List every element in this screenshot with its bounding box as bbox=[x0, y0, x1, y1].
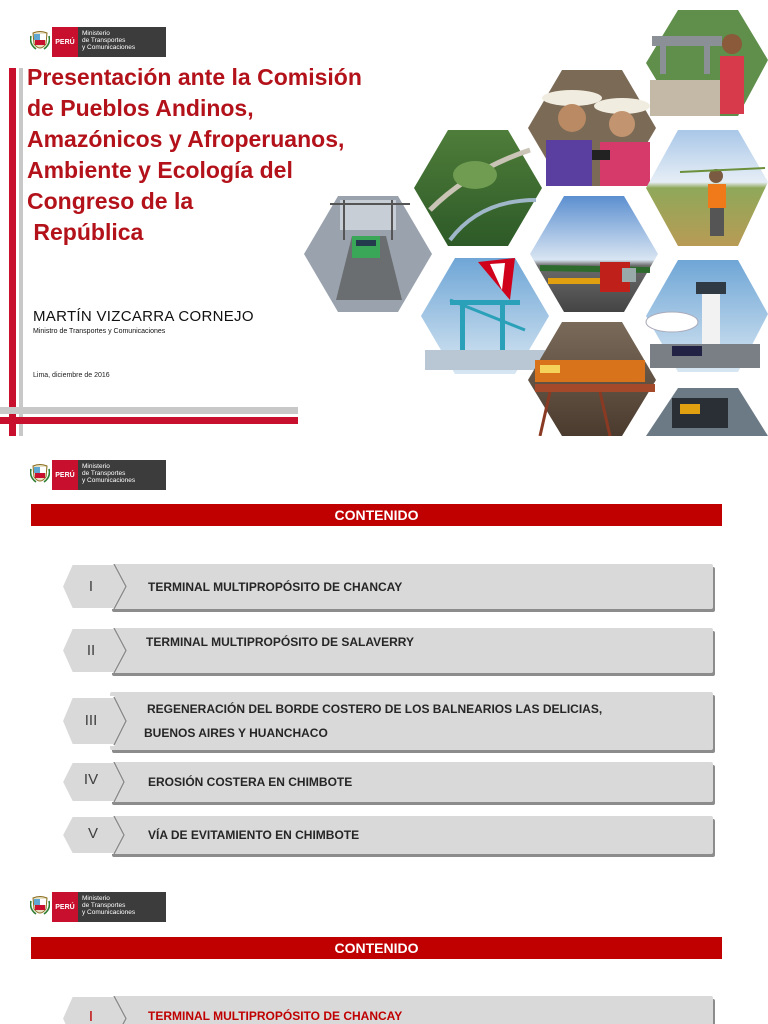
photo-construction bbox=[646, 388, 768, 436]
peru-label: PERÚ bbox=[52, 892, 78, 922]
contents-item-number: II bbox=[86, 642, 96, 659]
section-header: CONTENIDO bbox=[31, 937, 722, 959]
decor-gray-horizontal-bar bbox=[0, 407, 298, 414]
presentation-title: Presentación ante la Comisión de Pueblos Andinos, Amazónicos y Afroperuanos, Ambiente y Ecología del Congreso de la República bbox=[27, 64, 362, 245]
photo-truck-road bbox=[530, 196, 658, 312]
contents-item-label: VÍA DE EVITAMIENTO EN CHIMBOTE bbox=[148, 828, 360, 842]
contents-item-label: TERMINAL MULTIPROPÓSITO DE SALAVERRY bbox=[146, 635, 415, 649]
presenter-name: MARTÍN VIZCARRA CORNEJO bbox=[33, 308, 254, 325]
peru-coat-of-arms-icon bbox=[28, 27, 52, 57]
contents-item-number: IV bbox=[83, 771, 99, 788]
contents-item-number: I bbox=[88, 578, 94, 595]
section-header: CONTENIDO bbox=[31, 504, 722, 526]
ministry-name: Ministerio de Transportes y Comunicaciones bbox=[78, 892, 166, 922]
contents-item-label: TERMINAL MULTIPROPÓSITO DE CHANCAY bbox=[148, 579, 403, 594]
photo-train-bridge bbox=[528, 322, 656, 436]
presentation-date: Lima, diciembre de 2016 bbox=[33, 372, 110, 379]
contents-item-label: TERMINAL MULTIPROPÓSITO DE CHANCAY bbox=[148, 1009, 403, 1023]
ministry-logo bbox=[28, 460, 166, 490]
contents-item[interactable] bbox=[62, 628, 713, 673]
contents-item-label: EROSIÓN COSTERA EN CHIMBOTE bbox=[148, 775, 353, 789]
ministry-name: Ministerio de Transportes y Comunicaciones bbox=[78, 27, 166, 57]
photo-metro-train bbox=[304, 196, 432, 312]
contents-item-number: III bbox=[84, 712, 98, 729]
contents-item[interactable] bbox=[62, 564, 713, 609]
peru-coat-of-arms-icon bbox=[28, 460, 52, 490]
decor-red-horizontal-bar bbox=[0, 417, 298, 424]
contents-item-number: V bbox=[87, 825, 98, 842]
peru-label: PERÚ bbox=[52, 460, 78, 490]
contents-item-label: REGENERACIÓN DEL BORDE COSTERO DE LOS BALNEARIOS LAS DELICIAS, BUENOS AIRES Y HUANCHACO bbox=[144, 702, 603, 740]
contents-item[interactable] bbox=[62, 816, 713, 854]
slide-gap bbox=[0, 866, 768, 876]
ministry-logo bbox=[28, 892, 166, 922]
contents-item-active[interactable] bbox=[62, 996, 713, 1024]
slide-gap bbox=[0, 436, 768, 446]
peru-coat-of-arms-icon bbox=[28, 892, 52, 922]
decor-gray-vertical-bar bbox=[19, 68, 23, 436]
contents-item-number: I bbox=[88, 1008, 94, 1024]
peru-label: PERÚ bbox=[52, 27, 78, 57]
contents-slide bbox=[0, 446, 768, 866]
contents-item[interactable] bbox=[62, 692, 713, 750]
contents-slide-active bbox=[0, 876, 768, 1024]
photo-highway-aerial bbox=[414, 130, 542, 246]
photo-students-smartphone bbox=[528, 70, 656, 186]
photo-collage bbox=[300, 0, 768, 436]
ministry-logo bbox=[28, 27, 166, 57]
ministry-name: Ministerio de Transportes y Comunicaciones bbox=[78, 460, 166, 490]
photo-airport-tower bbox=[646, 260, 768, 372]
presenter-role: Ministro de Transportes y Comunicaciones bbox=[33, 328, 166, 335]
contents-item[interactable] bbox=[62, 762, 713, 802]
decor-red-vertical-bar bbox=[9, 68, 16, 436]
title-slide bbox=[0, 0, 768, 436]
photo-field-worker bbox=[646, 130, 768, 246]
photo-bridge-boy bbox=[646, 10, 768, 116]
photo-port-cranes bbox=[421, 258, 549, 374]
